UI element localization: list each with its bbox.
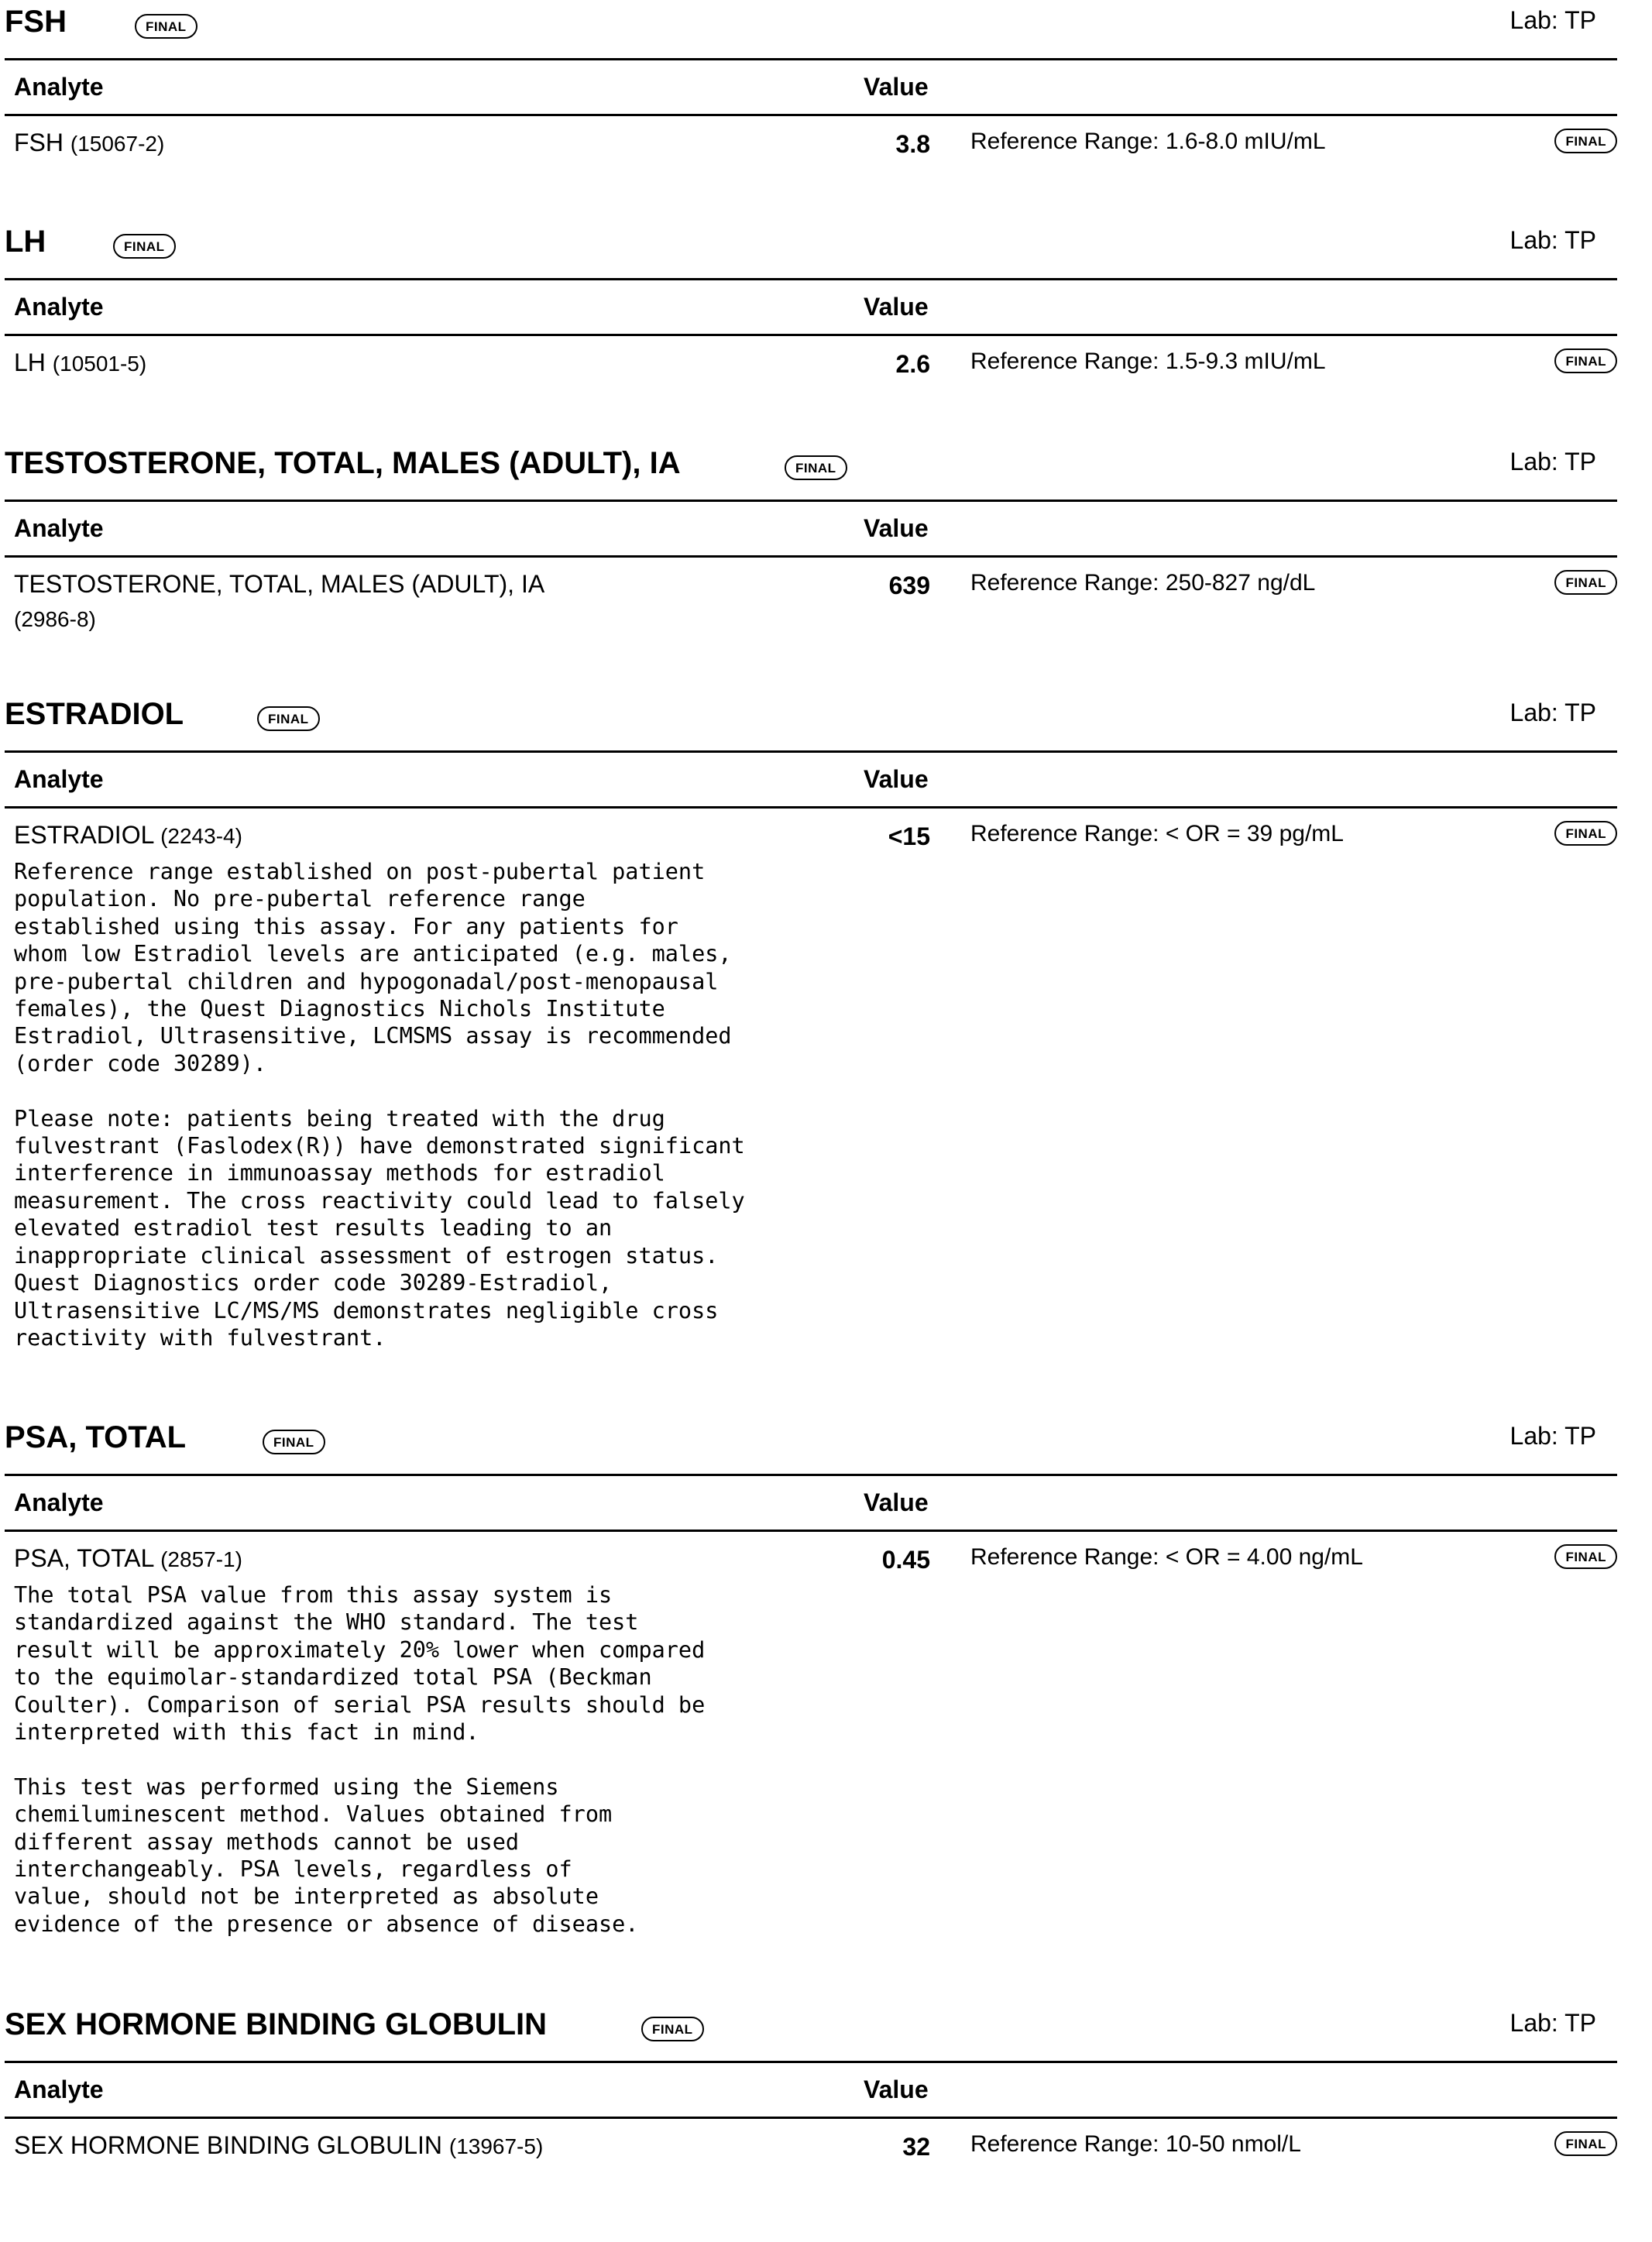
- analyte-label: ESTRADIOL: [14, 821, 154, 849]
- analyte-code: (2243-4): [160, 824, 242, 848]
- result-value: 639: [888, 572, 930, 599]
- row-status-badge: FINAL: [1554, 821, 1617, 846]
- header-rule: [5, 278, 1617, 280]
- value-header: Value: [864, 2075, 929, 2103]
- row-status-badge: FINAL: [1554, 129, 1617, 153]
- analyte-label: SEX HORMONE BINDING GLOBULIN: [14, 2131, 442, 2159]
- analyte-name: [14, 347, 146, 379]
- analyte-code: (10501-5): [52, 352, 147, 376]
- analyte-name: [14, 1543, 242, 1575]
- analyte-name: [14, 819, 242, 852]
- header-rule: [5, 2061, 1617, 2063]
- analyte-header: Analyte: [14, 293, 104, 321]
- reference-range: Reference Range: 1.6-8.0 mIU/mL: [970, 129, 1326, 154]
- lab-label: Lab: TP: [1509, 226, 1596, 254]
- analyte-name: TESTOSTERONE, TOTAL, MALES (ADULT), IA: [14, 570, 545, 598]
- analyte-code: (2986-8): [14, 607, 96, 631]
- row-status-badge: FINAL: [1554, 1544, 1617, 1569]
- lab-label: Lab: TP: [1509, 2009, 1596, 2037]
- analyte-label: LH: [14, 348, 46, 376]
- header-rule: [5, 114, 1617, 116]
- result-note: Reference range established on post-pubertal patient population. No pre-pubertal reference range established using this assay. For any patients for whom low Estradiol levels are anticipated (e.g. males, pre-pubertal children and hypogonadal/post-menopausal females), the Quest Diagnostics Nichols Institute Estradiol, Ultrasensitive, LCMSMS assay is recommended (order code 30289). Please note: patients being treated with the drug fulvestrant (Faslodex(R)) have demonstrated significant interference in immunoassay methods for estradiol measurement. The cross reactivity could lead to falsely elevated estradiol test results leading to an inappropriate clinical assessment of estrogen status. Quest Diagnostics order code 30289-Estradiol, Ultrasensitive LC/MS/MS demonstrates negligible cross reactivity with fulvestrant.: [14, 859, 745, 1351]
- result-value: 2.6: [895, 350, 930, 378]
- header-rule: [5, 1474, 1617, 1476]
- header-rule: [5, 1530, 1617, 1532]
- lab-label: Lab: TP: [1509, 699, 1596, 726]
- section-title: TESTOSTERONE, TOTAL, MALES (ADULT), IA: [5, 446, 681, 480]
- header-rule: [5, 58, 1617, 60]
- analyte-code: (15067-2): [70, 132, 165, 156]
- section-title: PSA, TOTAL: [5, 1420, 187, 1454]
- result-value: 0.45: [881, 1546, 930, 1574]
- header-rule: [5, 750, 1617, 753]
- reference-range: Reference Range: 250-827 ng/dL: [970, 570, 1316, 596]
- header-rule: [5, 500, 1617, 502]
- section-title: ESTRADIOL: [5, 697, 184, 731]
- status-badge: FINAL: [641, 2017, 704, 2041]
- analyte-header: Analyte: [14, 2075, 104, 2103]
- analyte-header: Analyte: [14, 765, 104, 793]
- result-note: The total PSA value from this assay system is standardized against the WHO standard. The test result will be approximately 20% lower when compared to the equimolar-standardized total PSA (Beckman Coulter). Comparison of serial PSA results should be interpreted with this fact in mind. This test was performed using the Siemens chemiluminescent method. Values obtained from different assay methods cannot be used interchangeably. PSA levels, regardless of value, should not be interpreted as absolute evidence of the presence or absence of disease.: [14, 1582, 706, 1937]
- analyte-name: [14, 2130, 543, 2162]
- status-badge: FINAL: [113, 234, 176, 259]
- header-rule: [5, 2117, 1617, 2119]
- analyte-header: Analyte: [14, 73, 104, 101]
- header-rule: [5, 555, 1617, 558]
- value-header: Value: [864, 514, 929, 542]
- reference-range: Reference Range: < OR = 39 pg/mL: [970, 821, 1344, 846]
- row-status-badge: FINAL: [1554, 348, 1617, 373]
- status-badge: FINAL: [785, 455, 847, 480]
- reference-range: Reference Range: < OR = 4.00 ng/mL: [970, 1544, 1363, 1570]
- status-badge: FINAL: [135, 14, 197, 39]
- analyte-header: Analyte: [14, 514, 104, 542]
- analyte-label: FSH: [14, 129, 64, 156]
- result-value: 3.8: [895, 130, 930, 158]
- section-title: SEX HORMONE BINDING GLOBULIN: [5, 2007, 548, 2041]
- value-header: Value: [864, 73, 929, 101]
- lab-label: Lab: TP: [1509, 6, 1596, 34]
- status-badge: FINAL: [257, 706, 320, 731]
- analyte-name: [14, 127, 164, 160]
- result-value: <15: [888, 822, 930, 850]
- analyte-label: PSA, TOTAL: [14, 1544, 154, 1572]
- status-badge: FINAL: [263, 1430, 325, 1454]
- value-header: Value: [864, 765, 929, 793]
- header-rule: [5, 806, 1617, 809]
- lab-label: Lab: TP: [1509, 1422, 1596, 1450]
- lab-label: Lab: TP: [1509, 448, 1596, 476]
- analyte-code: (13967-5): [448, 2134, 544, 2158]
- reference-range: Reference Range: 10-50 nmol/L: [970, 2131, 1301, 2157]
- analyte-header: Analyte: [14, 1488, 104, 1516]
- analyte-code: (2857-1): [160, 1547, 242, 1571]
- result-value: 32: [902, 2133, 930, 2161]
- header-rule: [5, 334, 1617, 336]
- reference-range: Reference Range: 1.5-9.3 mIU/mL: [970, 348, 1326, 374]
- section-title: LH: [5, 225, 46, 259]
- value-header: Value: [864, 293, 929, 321]
- value-header: Value: [864, 1488, 929, 1516]
- row-status-badge: FINAL: [1554, 570, 1617, 595]
- row-status-badge: FINAL: [1554, 2131, 1617, 2156]
- section-title: FSH: [5, 5, 67, 39]
